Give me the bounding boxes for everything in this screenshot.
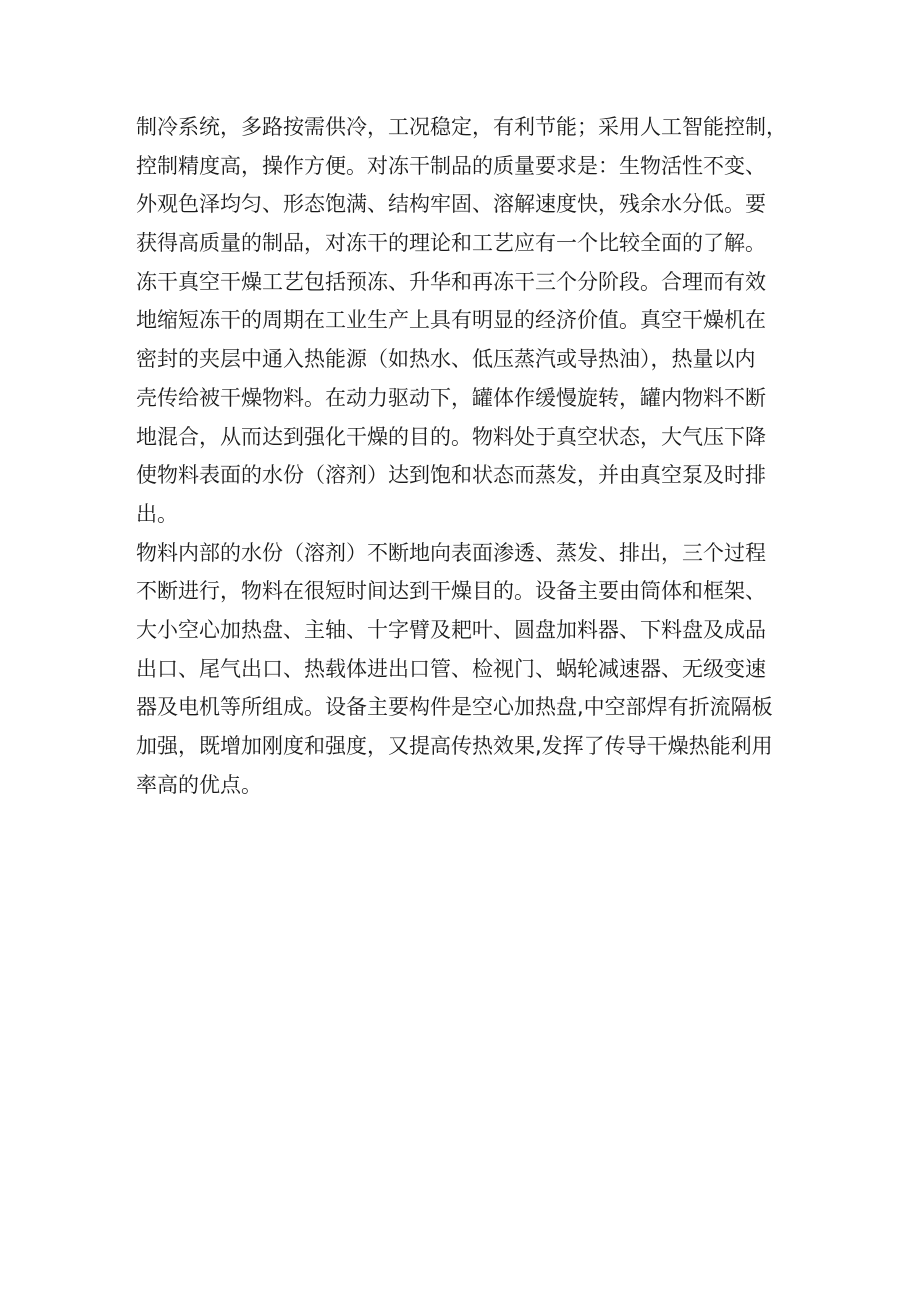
text-line: 控制精度高，操作方便。对冻干制品的质量要求是：生物活性不变、 — [136, 153, 766, 178]
text-line: 大小空心加热盘、主轴、十字臂及耙叶、圆盘加料器、下料盘及成品 — [136, 617, 766, 642]
text-line: 物料内部的水份（溶剂）不断地向表面渗透、蒸发、排出，三个过程 — [136, 540, 766, 565]
text-line: 冻干真空干燥工艺包括预冻、升华和再冻干三个分阶段。合理而有效 — [136, 269, 766, 294]
text-line: 制冷系统，多路按需供冷，工况稳定，有利节能；采用人工智能控制， — [136, 115, 787, 139]
text-line: 不断进行，物料在很短时间达到干燥目的。设备主要由筒体和框架、 — [136, 579, 766, 604]
text-line: 出口、尾气出口、热载体进出口管、检视门、蜗轮减速器、无级变速 — [136, 656, 766, 681]
text-line: 加强，既增加刚度和强度，又提高传热效果,发挥了传导干燥热能利用 — [136, 734, 773, 758]
text-line: 密封的夹层中通入热能源（如热水、低压蒸汽或导热油），热量以内 — [136, 347, 756, 372]
body-text — [136, 108, 796, 804]
text-line: 地缩短冻干的周期在工业生产上具有明显的经济价值。真空干燥机在 — [136, 308, 766, 333]
text-line: 外观色泽均匀、形态饱满、结构牢固、溶解速度快，残余水分低。要 — [136, 192, 766, 217]
text-line: 壳传给被干燥物料。在动力驱动下，罐体作缓慢旋转，罐内物料不断 — [136, 385, 766, 410]
text-line: 使物料表面的水份（溶剂）达到饱和状态而蒸发，并由真空泵及时排 — [136, 463, 766, 488]
text-line: 器及电机等所组成。设备主要构件是空心加热盘,中空部焊有折流隔板 — [136, 695, 773, 720]
text-line: 获得高质量的制品，对冻干的理论和工艺应有一个比较全面的了解。 — [136, 231, 766, 256]
text-line: 地混合，从而达到强化干燥的目的。物料处于真空状态，大气压下降 — [136, 424, 766, 449]
text-line: 出。 — [136, 501, 178, 526]
text-line: 率高的优点。 — [136, 772, 262, 797]
